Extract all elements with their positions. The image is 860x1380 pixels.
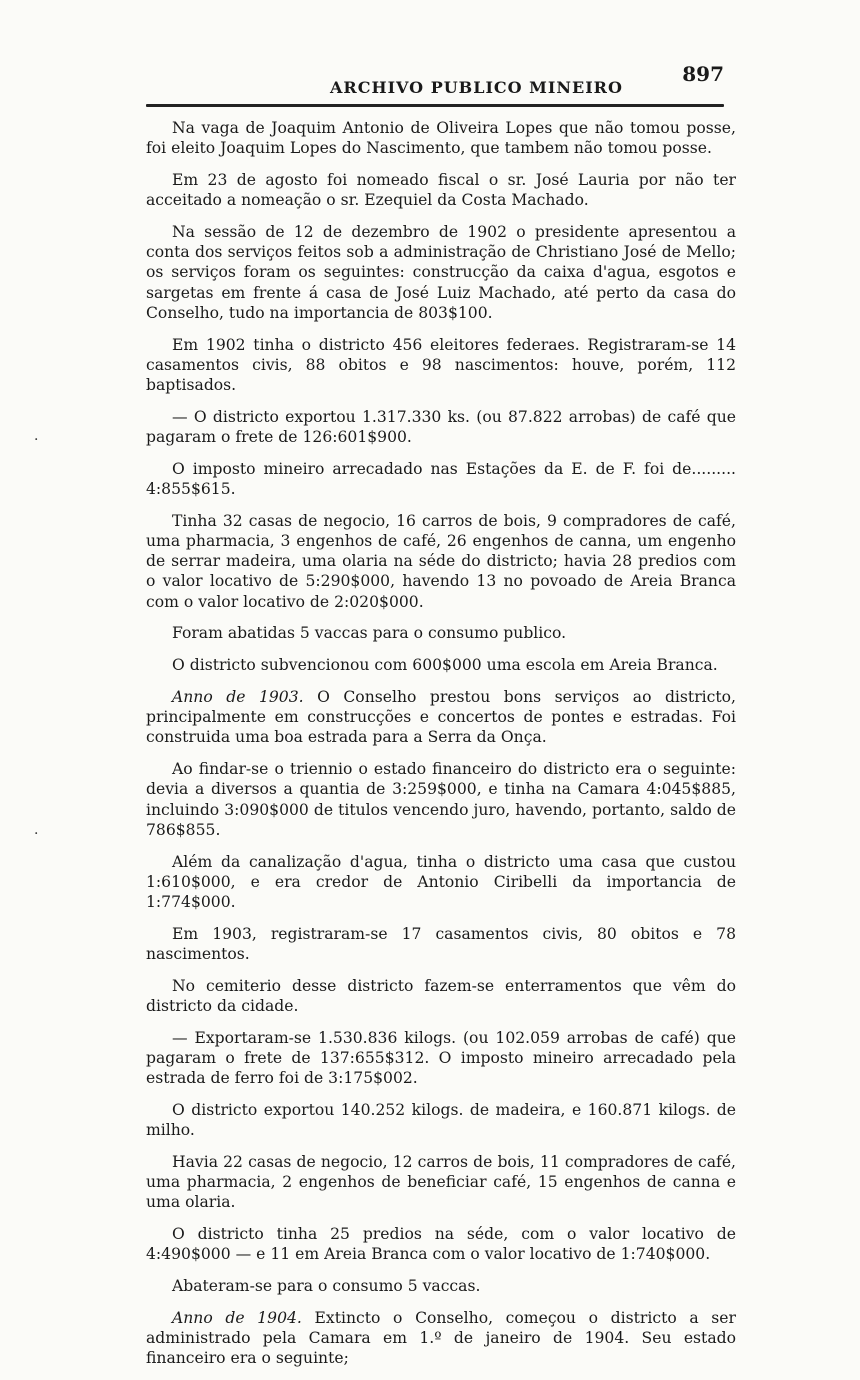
paragraph: No cemiterio desse districto fazem-se enterramentos que vêm do districto da cidade. xyxy=(146,976,736,1016)
paragraph: O districto tinha 25 predios na séde, com o valor locativo de 4:490$000 — e 11 em Areia Branca com o valor locativo de 1:740$000. xyxy=(146,1225,736,1264)
paragraph: Havia 22 casas de negocio, 12 carros de bois, 11 compradores de café, uma pharmacia, 2 engenhos de beneficiar café, 15 engenhos de canna e uma olaria. xyxy=(146,1153,736,1212)
paragraph: Foram abatidas 5 vaccas para o consumo publico. xyxy=(172,624,567,643)
section-lead-1903: Anno de 1903. xyxy=(172,688,304,707)
running-title: ARCHIVO PUBLICO MINEIRO xyxy=(330,78,623,97)
page-header xyxy=(146,60,724,112)
section-lead-1904: Anno de 1904. xyxy=(172,1309,302,1328)
paragraph: Em 1902 tinha o districto 456 eleitores federaes. Registraram-se 14 casamentos civis, 88 obitos e 98 nascimentos: houve, porém, 112 baptisados. xyxy=(146,335,736,395)
paragraph: Ao findar-se o triennio o estado financeiro do districto era o seguinte: devia a diversos a quantia de 3:259$000, e tinha na Camara 4:045$885, incluindo 3:090$000 de titulos vencendo juro, havendo, portanto, saldo de 786$855. xyxy=(146,760,736,839)
paragraph: — Exportaram-se 1.530.836 kilogs. (ou 102.059 arrobas de café) que pagaram o frete de 137:655$312. O imposto mineiro arrecadado pela estrada de ferro foi de 3:175$002. xyxy=(146,1028,736,1088)
paragraph: Na sessão de 12 de dezembro de 1902 o presidente apresentou a conta dos serviços feitos sob a administração de Christiano José de Mello; os serviços foram os seguintes: construcção da caixa d'agua, esgotos e sargetas em frente á casa de José Luiz Machado, até perto da casa do Conselho, tudo na importancia de 803$100. xyxy=(146,223,736,322)
body-text xyxy=(146,118,736,1380)
paragraph xyxy=(146,687,736,748)
paragraph: Além da canalização d'agua, tinha o districto uma casa que custou 1:610$000, e era credor de Antonio Ciribelli da importancia de 1:774$000. xyxy=(146,852,736,912)
paragraph: O districto subvencionou com 600$000 uma escola em Areia Branca. xyxy=(172,656,718,675)
paragraph: Na vaga de Joaquim Antonio de Oliveira Lopes que não tomou posse, foi eleito Joaquim Lopes do Nascimento, que tambem não tomou posse. xyxy=(146,119,736,158)
paragraph: O imposto mineiro arrecadado nas Estações da E. de F. foi de......... 4:855$615. xyxy=(146,459,736,499)
paragraph xyxy=(146,1308,736,1369)
paragraph: Em 23 de agosto foi nomeado fiscal o sr. José Lauria por não ter acceitado a nomeação o sr. Ezequiel da Costa Machado. xyxy=(146,171,736,210)
paragraph: Em 1903, registraram-se 17 casamentos civis, 80 obitos e 78 nascimentos. xyxy=(146,924,736,964)
paragraph-text: Extincto o Conselho, começou o districto a ser administrado pela Camara em 1.º de janeiro de 1904. Seu estado financeiro era o seguinte; xyxy=(146,1309,736,1368)
paragraph-text: O Conselho prestou bons serviços ao districto, principalmente em construcções e concertos de pontes e estradas. Foi construida uma boa estrada para a Serra da Onça. xyxy=(146,688,736,747)
paragraph: — O districto exportou 1.317.330 ks. (ou 87.822 arrobas) de café que pagaram o frete de 126:601$900. xyxy=(146,407,736,447)
paragraph: O districto exportou 140.252 kilogs. de madeira, e 160.871 kilogs. de milho. xyxy=(146,1101,736,1140)
paragraph: Abateram-se para o consumo 5 vaccas. xyxy=(172,1277,481,1296)
paragraph: Tinha 32 casas de negocio, 16 carros de bois, 9 compradores de café, uma pharmacia, 3 engenhos de café, 26 engenhos de canna, um engenho de serrar madeira, uma olaria na séde do districto; havia 28 predios com o valor locativo de 5:290$000, havendo 13 no povoado de Areia Branca com o valor locativo de 2:020$000. xyxy=(146,511,736,611)
margin-mark: · xyxy=(34,432,39,448)
page-number: 897 xyxy=(682,62,724,86)
header-rule xyxy=(146,104,724,107)
margin-mark: · xyxy=(34,826,39,842)
